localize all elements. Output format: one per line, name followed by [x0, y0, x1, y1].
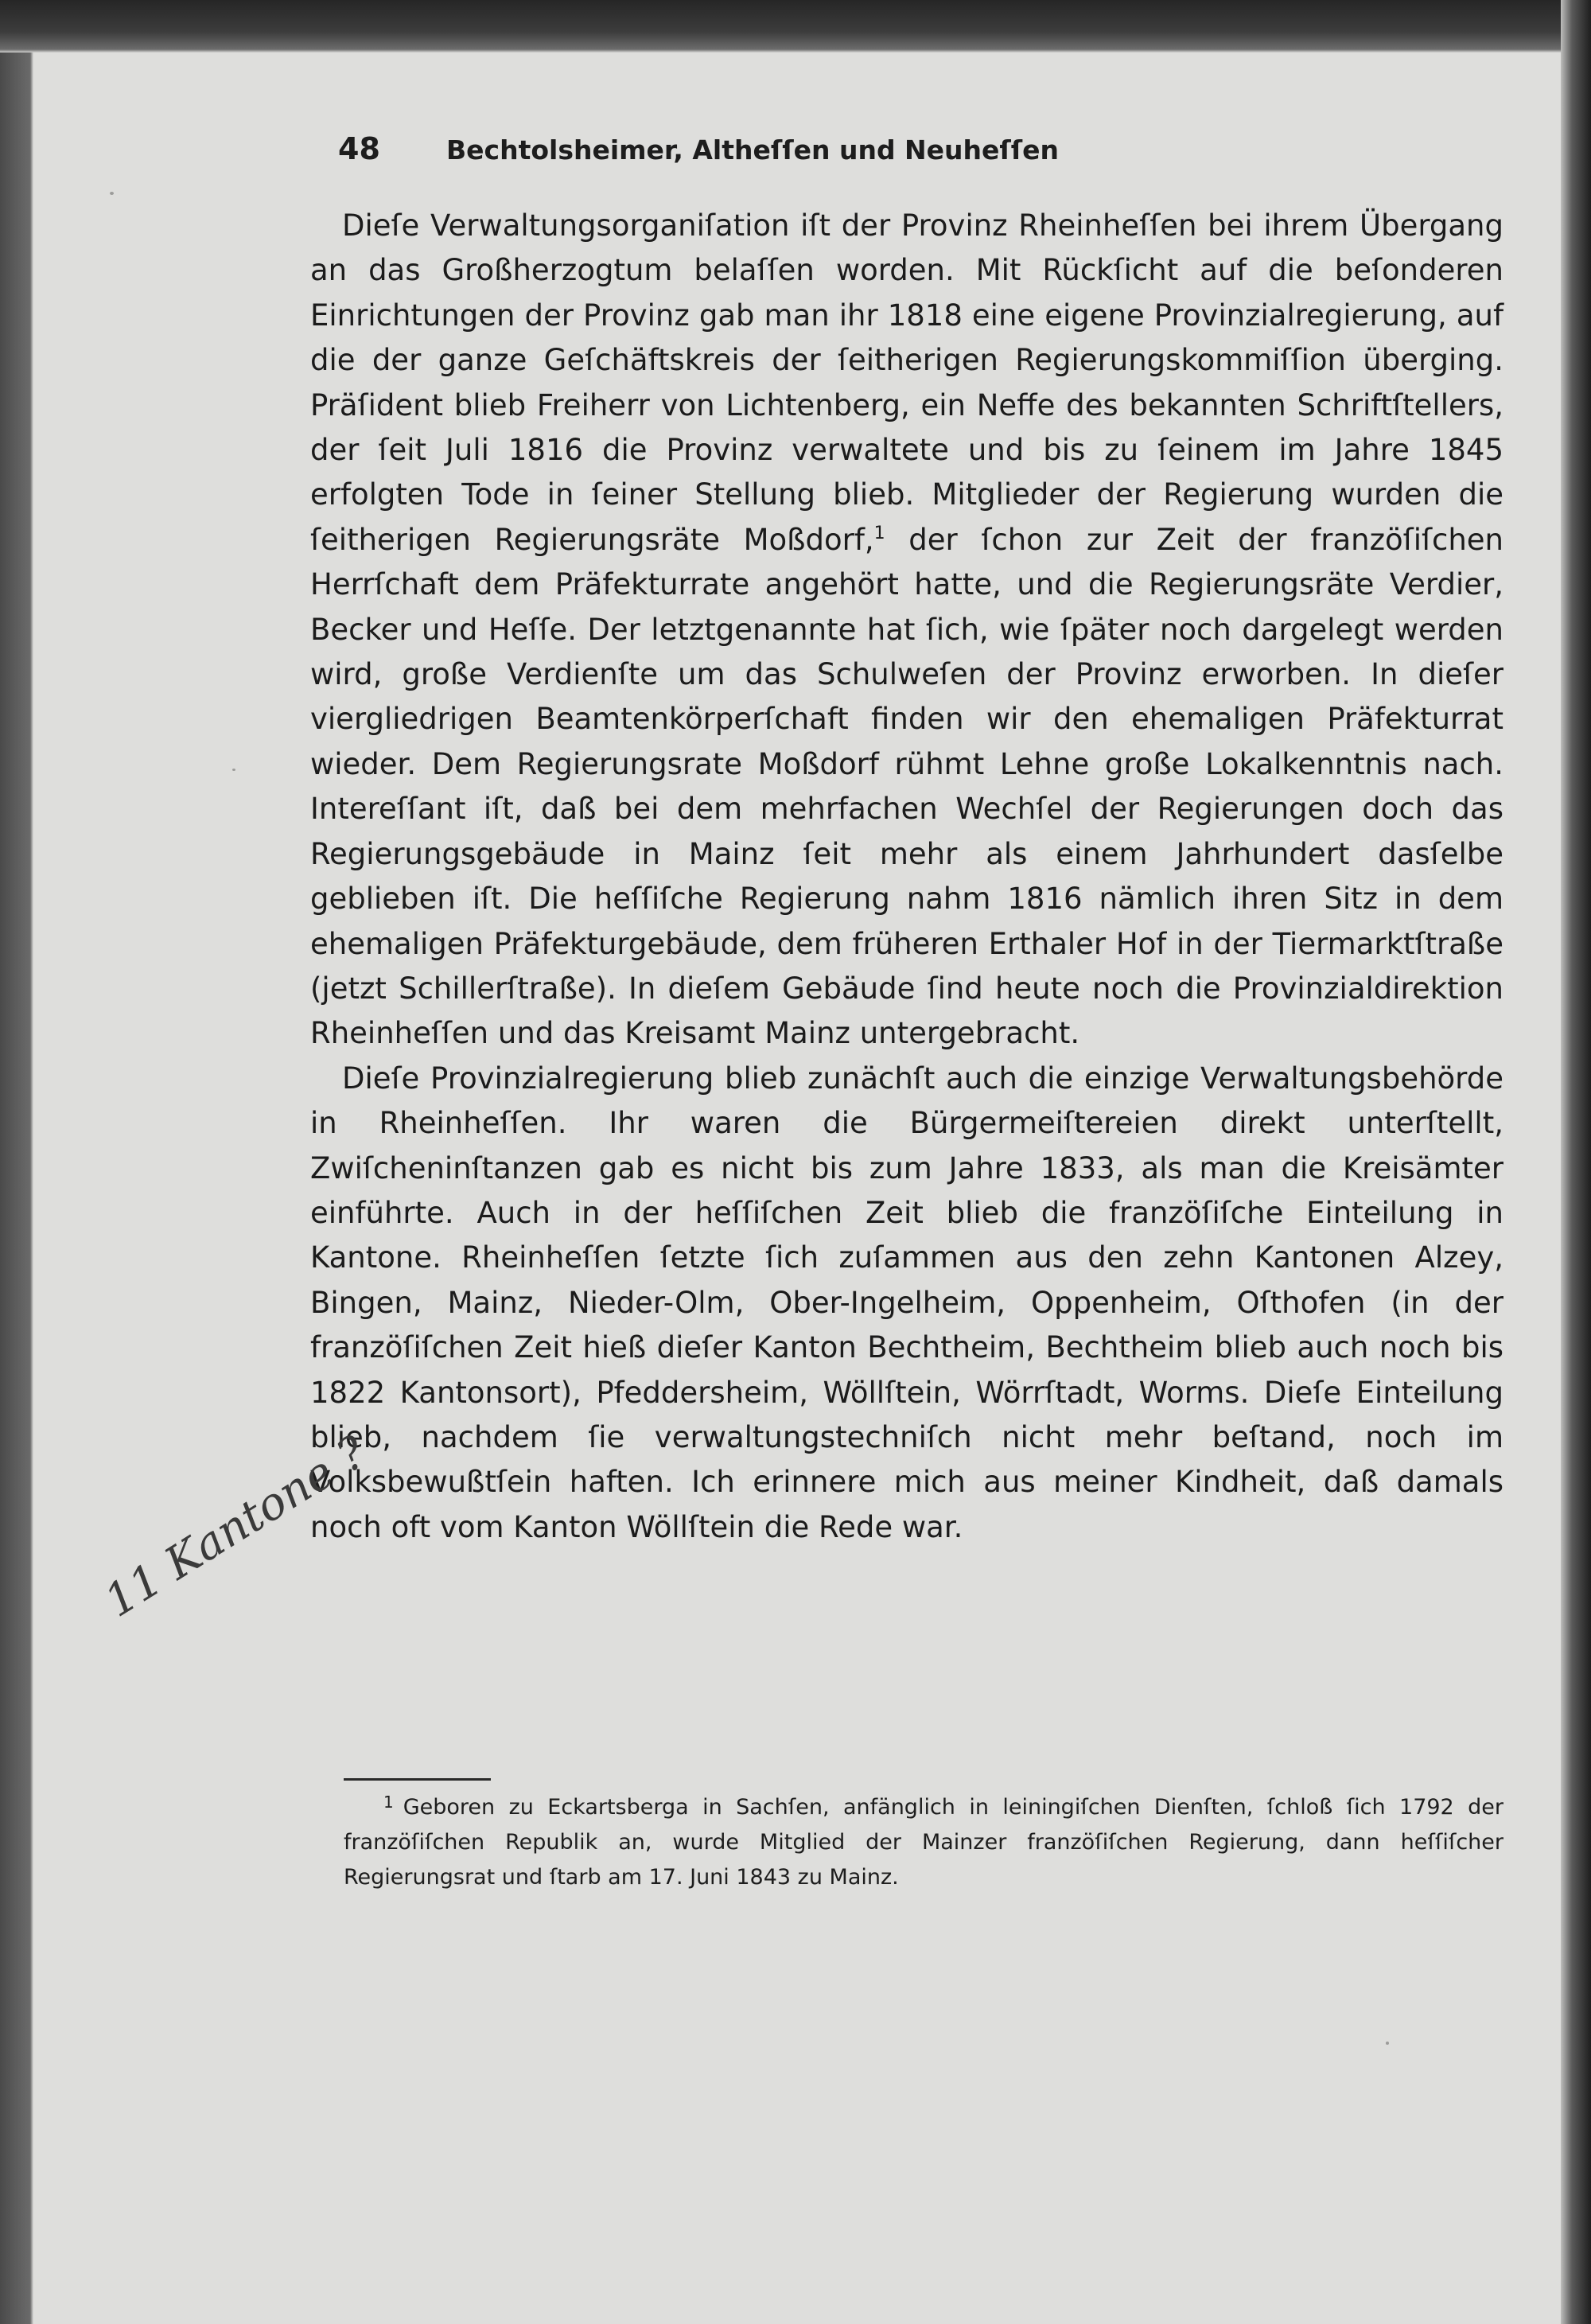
main-text — [310, 204, 1503, 1550]
footnote-marker: 1 — [383, 1793, 394, 1812]
paper-speck — [232, 769, 235, 771]
footnote-separator — [344, 1778, 491, 1781]
handwritten-note-text: 11 Kantone ? — [95, 1426, 375, 1628]
footnote-reference: 1 — [873, 523, 885, 543]
paragraph — [310, 204, 1503, 1057]
page-header — [338, 131, 1059, 166]
paragraph-text: Dieſe Verwaltungsorganiſation iſt der Provinz Rheinheſſen bei ihrem Übergang an das Großherzogtum belaſſen worden. Mit Rückſicht auf die beſonderen Einrichtungen der Provinz gab man ihr 1818 eine eigene Provinzialregierung, auf die der ganze Geſchäftskreis der ſeitherigen Regierungskommiſſion überging. Präſident blieb Freiherr von Lichtenberg, ein Neffe des bekannten Schriftſtellers, der ſeit Juli 1816 die Provinz verwaltete und bis zu ſeinem im Jahre 1845 erfolgten Tode in ſeiner Stellung blieb. Mitglieder der Regierung wurden die ſeitherigen Regierungsräte Moßdorf, — [310, 208, 1503, 557]
paper-speck — [1386, 2042, 1389, 2045]
handwritten-annotation — [76, 1426, 375, 1631]
running-head: Bechtolsheimer, Altheſſen und Neuheſſen — [445, 134, 1060, 165]
scan-top-border — [0, 0, 1591, 53]
paper-speck — [110, 192, 114, 195]
pencil-note — [96, 1426, 376, 1628]
paragraph-text: Dieſe Provinzialregierung blieb zunächſt auch die einzige Verwaltungsbehörde in Rheinheſſen. Ihr waren die Bürgermeiſtereien direkt unterſtellt, Zwiſcheninſtanzen gab es nicht bis zum Jahre 1833, als man die Kreisämter einführte. Auch in der heſſiſchen Zeit blieb die franzöſiſche Einteilung in Kantone. Rheinheſſen ſetzte ſich zuſammen aus den zehn Kantonen Alzey, Bingen, Mainz, Nieder-Olm, Ober-Ingelheim, Oppenheim, Oſthofen (in der franzöſiſchen Zeit hieß dieſer Kanton Bechtheim, Bechtheim blieb auch noch bis 1822 Kantonsort), Pfeddersheim, Wöllſtein, Wörrſtadt, Worms. Dieſe Einteilung blieb, nachdem ſie verwaltungstechniſch nicht mehr beſtand, noch im Volksbewußtſein haften. Ich erinnere mich aus meiner Kindheit, daß damals noch oft vom Kanton Wöllſtein die Rede war. — [310, 1061, 1503, 1544]
scan-right-border — [1561, 0, 1591, 2324]
paragraph-text: der ſchon zur Zeit der franzöſiſchen Herrſchaft dem Präfekturrate angehört hatte, und die Regierungsräte Verdier, Becker und Heſſe. Der letztgenannte hat ſich, wie ſpäter noch dargelegt werden wird, große Verdienſte um das Schulweſen der Provinz erworben. In dieſer viergliedrigen Beamtenkörperſchaft finden wir den ehemaligen Präfekturrat wieder. Dem Regierungsrate Moßdorf rühmt Lehne große Lokalkenntnis nach. Intereſſant iſt, daß bei dem mehrfachen Wechſel der Regierungen doch das Regierungsgebäude in Mainz ſeit mehr als einem Jahrhundert dasſelbe geblieben iſt. Die heſſiſche Regierung nahm 1816 nämlich ihren Sitz in dem ehemaligen Präfekturgebäude, dem früheren Erthaler Hof in der Tiermarktſtraße (jetzt Schillerſtraße). In dieſem Gebäude ſind heute noch die Provinzialdirektion Rheinheſſen und das Kreisamt Mainz untergebracht. — [310, 522, 1504, 1051]
paragraph — [310, 1057, 1503, 1550]
footnote-text: Geboren zu Eckartsberga in Sachſen, anfänglich in leiningiſchen Dienſten, ſchloß ſich 1792 der franzöſiſchen Republik an, wurde Mitglied der Mainzer franzöſiſchen Regierung, dann heſſiſcher Regierungsrat und ſtarb am 17. Juni 1843 zu Mainz. — [344, 1795, 1503, 1890]
page-number: 48 — [338, 131, 380, 166]
footnote-paragraph — [344, 1790, 1503, 1895]
footnote — [344, 1790, 1503, 1895]
